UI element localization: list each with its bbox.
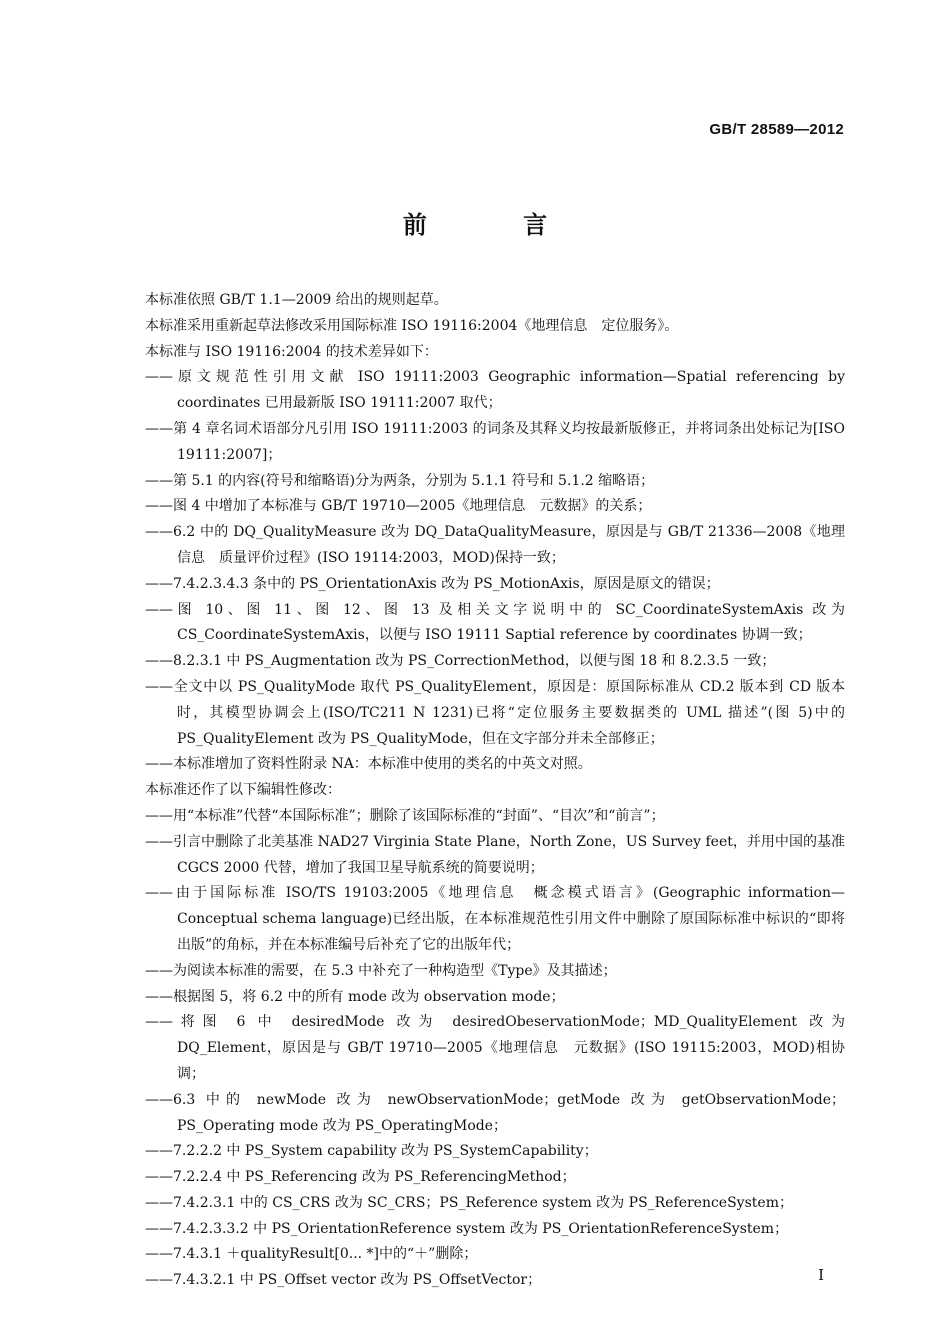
editorial-change-item: ——7.4.3.2.1 中 PS_Offset vector 改为 PS_OffsetVector； [145, 1272, 542, 1289]
editorial-change-item: ——7.2.2.2 中 PS_System capability 改为 PS_SystemCapability； [145, 1143, 598, 1160]
page-number: I [818, 1266, 824, 1284]
editorial-change-item: ——由于国际标准 ISO/TS 19103:2005《地理信息 概念模式语言》(Geographic information—Conceptual schema language)已经出版，在本标准规范性引用文件中删除了原国际标准中标识的“即将出版”的角标，并在本标准编号后补充了它的出版年代； [145, 885, 845, 953]
editorial-change-item: ——用“本标准”代替“本国际标准”；删除了该国际标准的“封面”、“目次”和“前言”； [145, 807, 665, 824]
technical-difference-item: ——图 4 中增加了本标准与 GB/T 19710—2005《地理信息 元数据》的关系； [145, 498, 652, 515]
editorial-change-item: ——根据图 5，将 6.2 中的所有 mode 改为 observation mode； [145, 988, 565, 1005]
technical-difference-item: ——8.2.3.1 中 PS_Augmentation 改为 PS_CorrectionMethod，以便与图 18 和 8.2.3.5 一致； [145, 653, 776, 670]
editorial-change-item: ——7.2.2.4 中 PS_Referencing 改为 PS_ReferencingMethod； [145, 1169, 576, 1186]
editorial-change-item: ——引言中删除了北美基准 NAD27 Virginia State Plane，North Zone，US Survey feet，并用中国的基准 CGCS 2000 代替，增加了我国卫星导航系统的简要说明； [145, 833, 845, 876]
intro-paragraph: 本标准依照 GB/T 1.1—2009 给出的规则起草。 [145, 292, 448, 308]
technical-difference-item: ——原文规范性引用文献 ISO 19111:2003 Geographic information—Spatial referencing by coordinates 已用最新版 ISO 19111:2007 取代； [145, 369, 845, 412]
technical-difference-item: ——全文中以 PS_QualityMode 取代 PS_QualityElement，原因是：原国际标准从 CD.2 版本到 CD 版本时，其模型协调会上(ISO/TC211 N 1231)已将“定位服务主要数据类的 UML 描述”(图 5)中的 PS_QualityElement 改为 PS_QualityMode，但在文字部分并未全部修正； [145, 678, 845, 747]
technical-difference-item: ——图 10、图 11、图 12、图 13 及相关文字说明中的 SC_CoordinateSystemAxis 改为 CS_CoordinateSystemAxis，以便与 ISO 19111 Saptial reference by coordinates 协调一致； [145, 601, 845, 644]
editorial-change-item: ——7.4.3.1 ＋qualityResult[0... *]中的“＋”删除； [145, 1246, 478, 1263]
technical-difference-item: ——第 4 章名词术语部分凡引用 ISO 19111:2003 的词条及其释义均按最新版修正，并将词条出处标记为[ISO 19111:2007]； [145, 420, 845, 463]
technical-difference-item: ——7.4.2.3.4.3 条中的 PS_OrientationAxis 改为 PS_MotionAxis，原因是原文的错误； [145, 575, 720, 592]
editorial-change-item: ——为阅读本标准的需要，在 5.3 中补充了一种构造型《Type》及其描述； [145, 962, 617, 979]
technical-difference-item: ——第 5.1 的内容(符号和缩略语)分为两条，分别为 5.1.1 符号和 5.1.2 缩略语； [145, 472, 655, 489]
editorial-intro: 本标准还作了以下编辑性修改： [145, 782, 341, 799]
foreword-body [145, 288, 845, 1294]
editorial-change-item: ——7.4.2.3.3.2 中 PS_OrientationReference system 改为 PS_OrientationReferenceSystem； [145, 1220, 789, 1237]
page-title: 前 言 [402, 210, 592, 239]
editorial-change-item: ——将图 6 中 desiredMode 改为 desiredObeservationMode；MD_QualityElement 改为 DQ_Element，原因是与 GB/T 19710—2005《地理信息 元数据》(ISO 19115:2003，MOD)相协调； [145, 1014, 845, 1082]
technical-difference-item: ——本标准增加了资料性附录 NA：本标准中使用的类名的中英文对照。 [145, 756, 592, 773]
editorial-change-item: ——6.3 中的 newMode 改为 newObservationMode；getMode 改为 getObservationMode；PS_Operating mode 改为 PS_OperatingMode； [145, 1091, 845, 1134]
technical-difference-item: ——6.2 中的 DQ_QualityMeasure 改为 DQ_DataQualityMeasure，原因是与 GB/T 21336—2008《地理信息 质量评价过程》(ISO 19114:2003，MOD)保持一致； [145, 524, 845, 566]
editorial-change-item: ——7.4.2.3.1 中的 CS_CRS 改为 SC_CRS；PS_Reference system 改为 PS_ReferenceSystem； [145, 1194, 793, 1211]
intro-paragraph: 本标准与 ISO 19116:2004 的技术差异如下： [145, 343, 438, 360]
intro-paragraph: 本标准采用重新起草法修改采用国际标准 ISO 19116:2004《地理信息 定位服务》。 [145, 317, 679, 334]
standard-code: GB/T 28589—2012 [709, 121, 844, 138]
